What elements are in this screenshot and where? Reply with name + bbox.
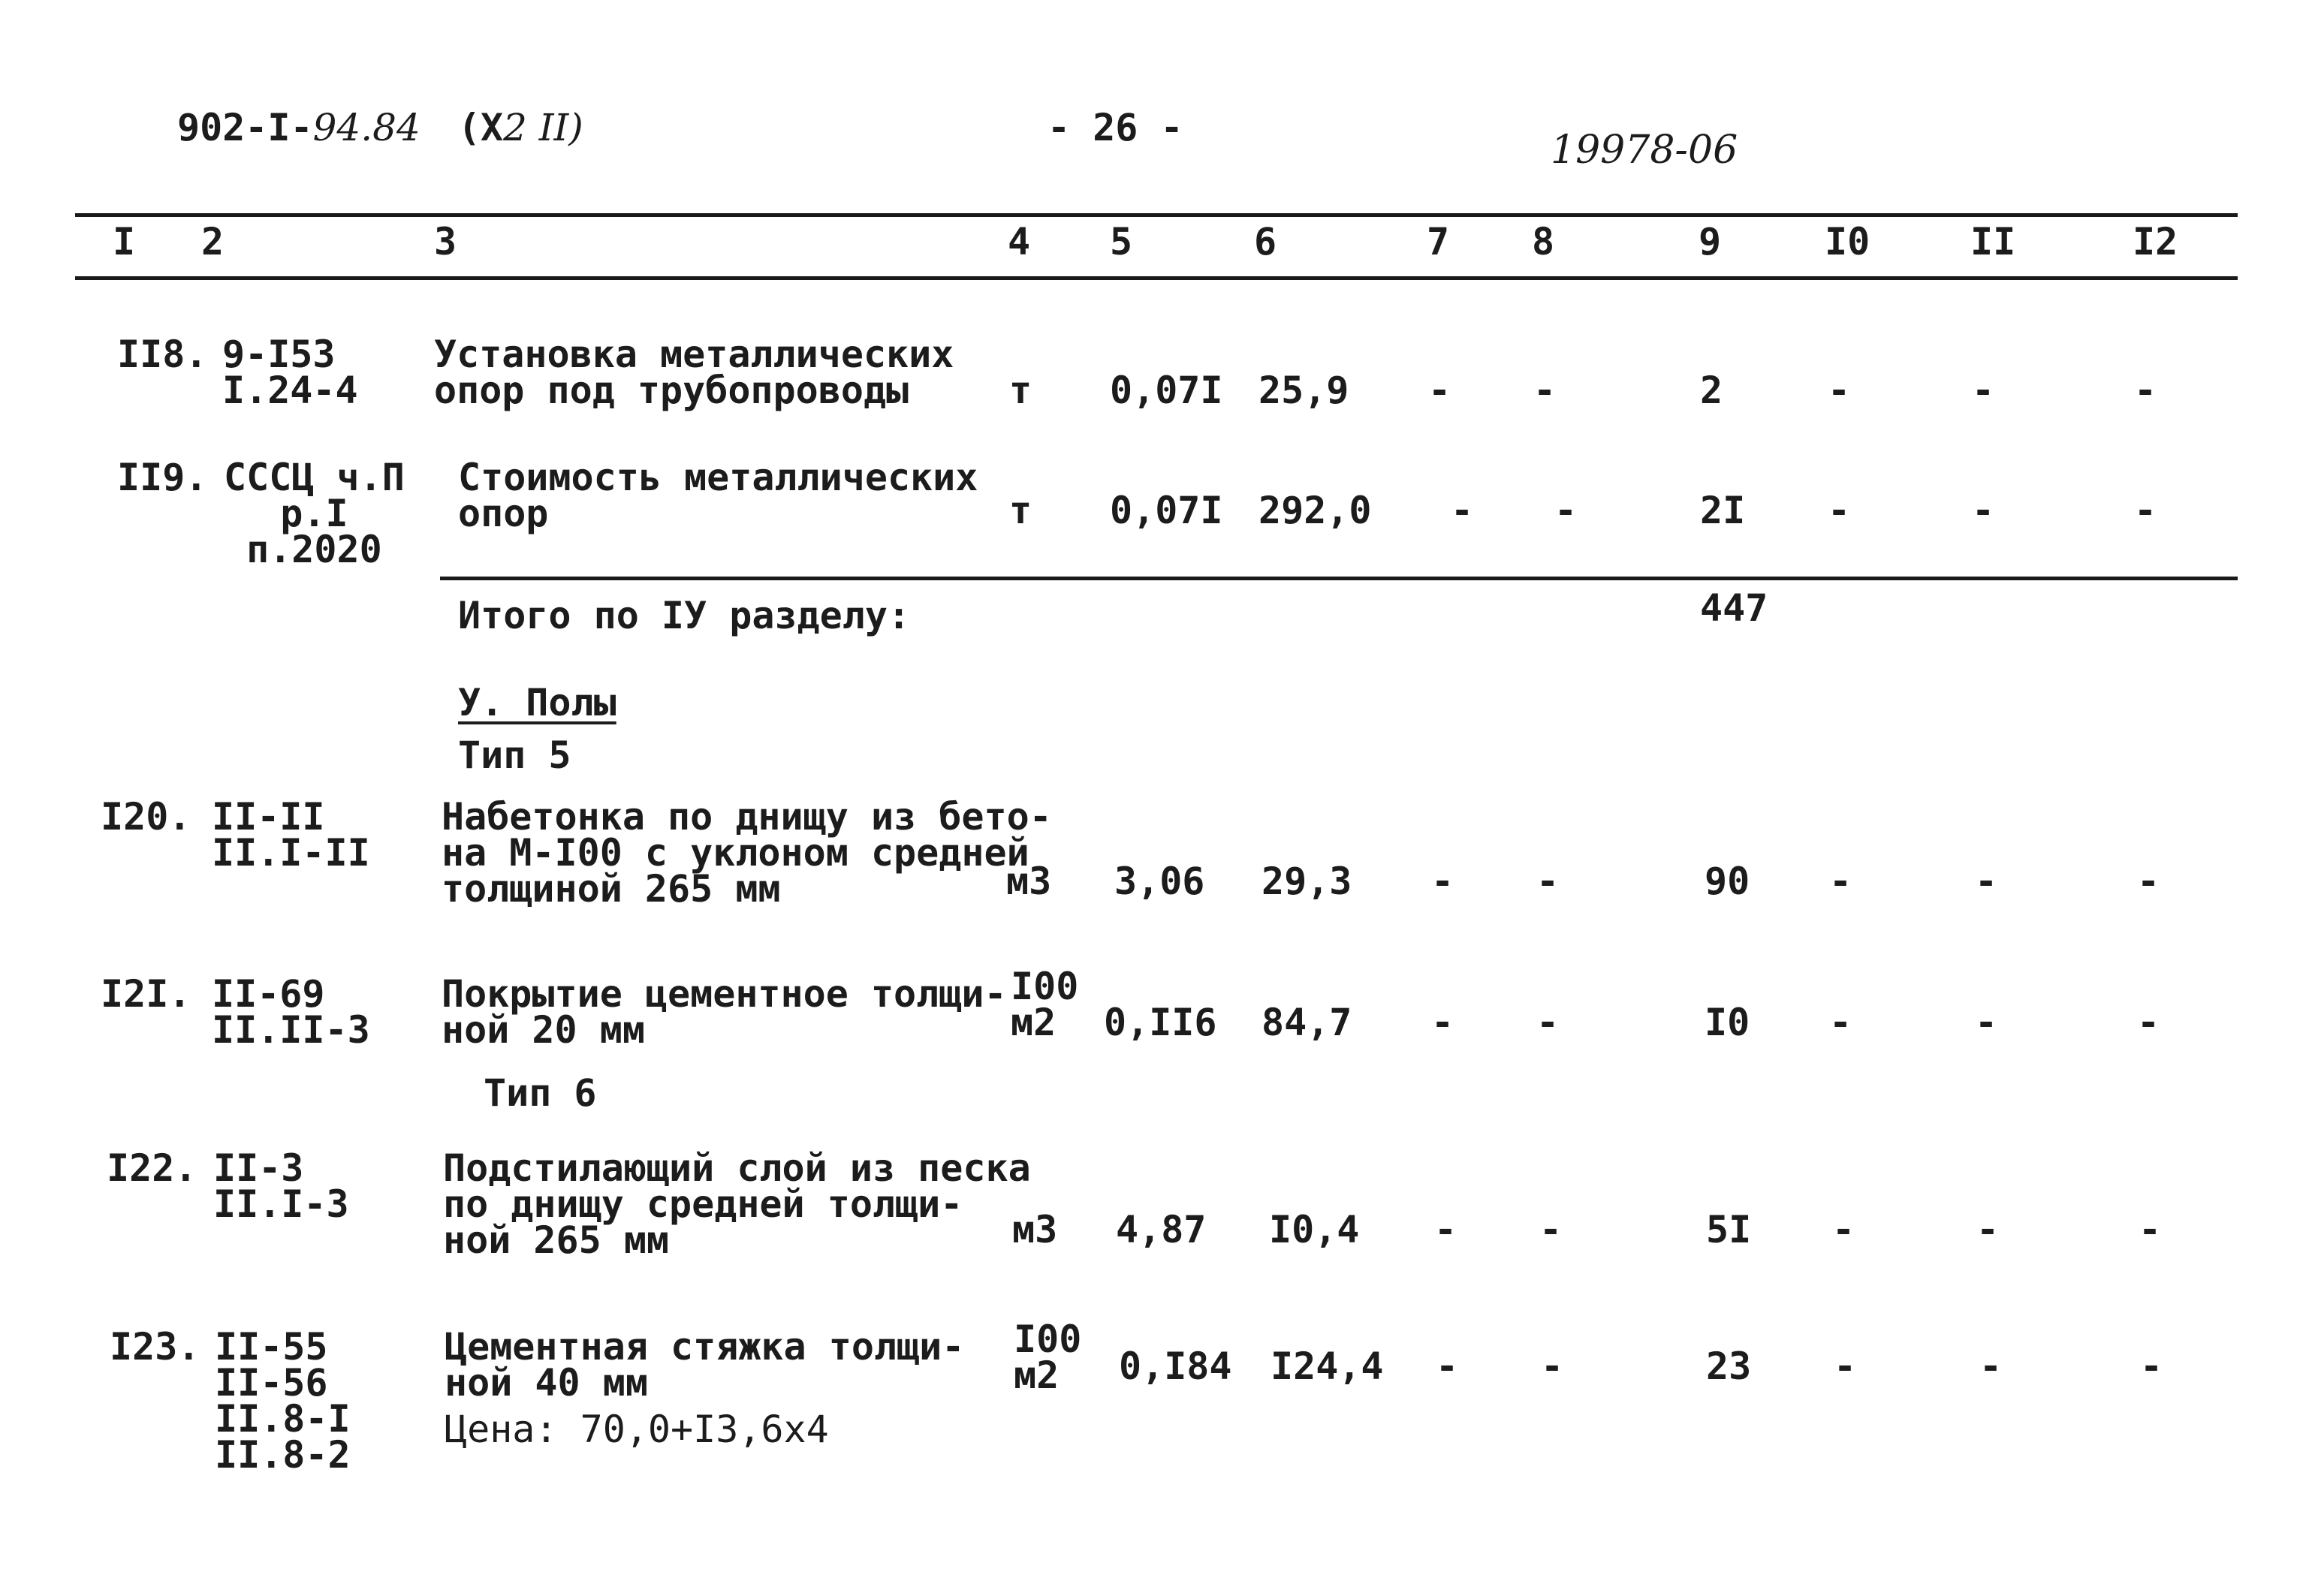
- doc-number: [177, 106, 583, 149]
- row-col10: -: [1834, 1345, 1857, 1388]
- row-number: II8.: [117, 333, 208, 376]
- row-number: I22.: [107, 1146, 197, 1190]
- row-col12: -: [2137, 860, 2160, 903]
- row-unit: м3: [1006, 860, 1052, 903]
- row-col7: -: [1431, 1001, 1454, 1044]
- col-header: 6: [1254, 220, 1277, 263]
- row-total: I0: [1705, 1001, 1750, 1044]
- header-top-rule: [75, 213, 2238, 217]
- row-description: Подстилающий слой из песка по днищу средней толщи- ной 265 мм: [443, 1146, 1031, 1262]
- doc-handwritten-suffix: 2 II): [503, 106, 583, 149]
- doc-suffix: (Х: [457, 106, 504, 149]
- row-col10: -: [1829, 860, 1852, 903]
- row-unit: т: [1009, 489, 1032, 532]
- row-col7: -: [1434, 1208, 1457, 1251]
- row-col12: -: [2134, 369, 2157, 412]
- row-col8: -: [1541, 1345, 1564, 1388]
- col-header: 5: [1110, 220, 1133, 263]
- row-col11: -: [1976, 1208, 2000, 1251]
- col-header: I0: [1825, 220, 1870, 263]
- row-unit: I00 м2: [1014, 1317, 1082, 1397]
- row-code: II-3 II.I-3: [213, 1146, 349, 1226]
- row-unit-price: I24,4: [1271, 1345, 1384, 1388]
- sheet-code: 19978-06: [1551, 128, 1738, 173]
- row-code: II-II II.I-II: [212, 795, 370, 875]
- row-number: II9.: [117, 456, 208, 499]
- row-col8: -: [1533, 369, 1557, 412]
- row-description: Набетонка по днищу из бето- на М-I00 с уклоном средней толщиной 265 мм: [442, 795, 1052, 911]
- row-unit: т: [1009, 369, 1032, 412]
- row-unit-price: 29,3: [1262, 860, 1352, 903]
- row-col7: -: [1431, 860, 1454, 903]
- row-col10: -: [1828, 489, 1851, 532]
- row-description: Установка металлических опор под трубопроводы: [434, 333, 954, 412]
- row-col10: -: [1832, 1208, 1855, 1251]
- col-header: I2: [2133, 220, 2178, 263]
- row-unit-price: 25,9: [1259, 369, 1349, 412]
- row-number: I23.: [110, 1325, 200, 1369]
- row-quantity: 3,06: [1114, 860, 1205, 903]
- section-title: У. Полы: [458, 681, 616, 724]
- row-total: 2I: [1700, 489, 1746, 532]
- row-quantity: 0,07I: [1110, 489, 1223, 532]
- col-header: 4: [1008, 220, 1031, 263]
- row-col11: -: [1979, 1345, 2003, 1388]
- row-col11: -: [1975, 860, 1998, 903]
- price-note: Цена: 70,0+I3,6х4: [445, 1408, 829, 1451]
- row-unit-price: 84,7: [1262, 1001, 1352, 1044]
- row-total: 5I: [1706, 1208, 1752, 1251]
- section-type-6: Тип 6: [484, 1071, 597, 1115]
- col-header: 7: [1427, 220, 1450, 263]
- row-col11: -: [1972, 369, 1995, 412]
- row-col12: -: [2134, 489, 2157, 532]
- row-col8: -: [1554, 489, 1578, 532]
- row-col10: -: [1828, 369, 1851, 412]
- row-quantity: 0,II6: [1104, 1001, 1217, 1044]
- row-col8: -: [1536, 860, 1560, 903]
- row-description: Стоимость металлических опор: [458, 456, 978, 535]
- row-unit: I00 м2: [1011, 965, 1079, 1044]
- row-description: Цементная стяжка толщи- ной 40 мм: [445, 1325, 965, 1405]
- row-number: I2I.: [101, 972, 191, 1016]
- row-col8: -: [1536, 1001, 1560, 1044]
- subtotal-value: 447: [1700, 586, 1768, 630]
- row-description: Покрытие цементное толщи- ной 20 мм: [442, 972, 1007, 1052]
- row-code: II-69 II.II-3: [212, 972, 370, 1052]
- page-number: - 26 -: [1047, 106, 1183, 149]
- col-header: 2: [201, 220, 225, 263]
- doc-prefix: 902-I-: [177, 106, 313, 149]
- header-bottom-rule: [75, 276, 2238, 280]
- row-unit-price: 292,0: [1259, 489, 1372, 532]
- row-unit-price: I0,4: [1269, 1208, 1360, 1251]
- row-code: СССЦ ч.П р.I п.2020: [224, 456, 405, 571]
- subtotal-label: Итого по IУ разделу:: [458, 594, 911, 637]
- col-header: II: [1970, 220, 2016, 263]
- row-col10: -: [1829, 1001, 1852, 1044]
- row-code: 9-I53 I.24-4: [222, 333, 358, 412]
- col-header: I: [113, 220, 136, 263]
- row-col12: -: [2139, 1208, 2162, 1251]
- row-col12: -: [2140, 1345, 2163, 1388]
- row-col7: -: [1428, 369, 1451, 412]
- doc-handwritten-number: 94.84: [312, 106, 421, 149]
- section-type-5: Тип 5: [458, 733, 571, 777]
- row-quantity: 4,87: [1116, 1208, 1207, 1251]
- row-total: 90: [1705, 860, 1750, 903]
- row-col7: -: [1436, 1345, 1459, 1388]
- row-number: I20.: [101, 795, 191, 839]
- row-total: 23: [1706, 1345, 1752, 1388]
- row-code: II-55 II-56 II.8-I II.8-2: [215, 1325, 351, 1477]
- subtotal-rule: [440, 577, 2238, 580]
- col-header: 9: [1699, 220, 1722, 263]
- row-quantity: 0,I84: [1119, 1345, 1232, 1388]
- row-col11: -: [1972, 489, 1995, 532]
- col-header: 3: [434, 220, 457, 263]
- row-col12: -: [2137, 1001, 2160, 1044]
- row-col8: -: [1539, 1208, 1563, 1251]
- row-unit: м3: [1012, 1208, 1058, 1251]
- row-quantity: 0,07I: [1110, 369, 1223, 412]
- row-col11: -: [1975, 1001, 1998, 1044]
- col-header: 8: [1532, 220, 1555, 263]
- row-col7: -: [1451, 489, 1474, 532]
- row-total: 2: [1700, 369, 1723, 412]
